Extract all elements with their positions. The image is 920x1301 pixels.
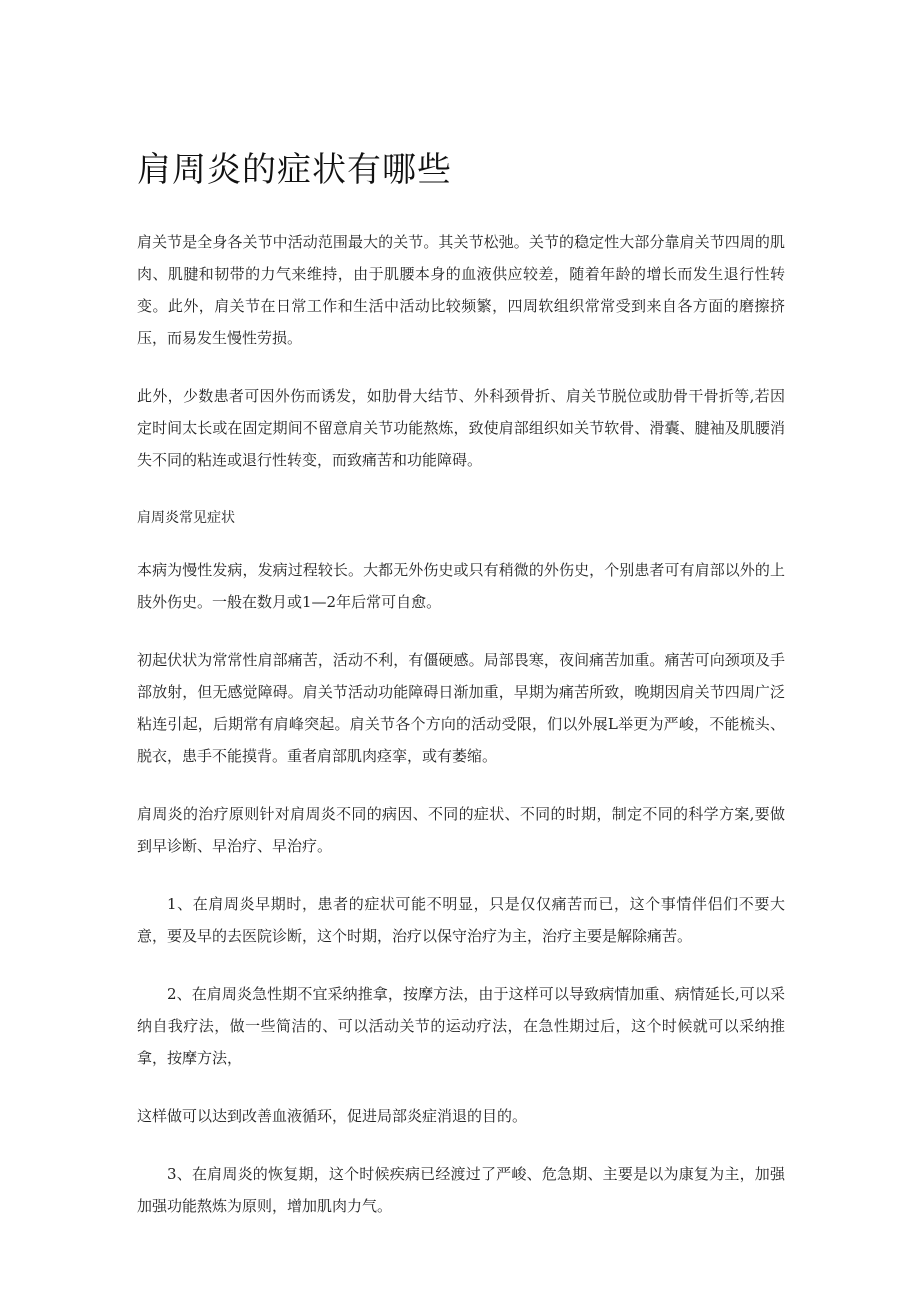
paragraph-acute-stage: 2、在肩周炎急性期不宜采纳推拿，按摩方法，由于这样可以导致病情加重、病情延长,可以采纳自我疗法，做一些简洁的、可以活动关节的运动疗法，在急性期过后，这个时候就可以采纳推拿，按摩方法， — [137, 985, 785, 1067]
paragraph-treatment-principle: 肩周炎的治疗原则针对肩周炎不同的病因、不同的症状、不同的时期，制定不同的科学方案,要做到早诊断、早治疗、早治疗。 — [137, 805, 785, 855]
document-page — [137, 0, 785, 1222]
document-title: 肩周炎的症状有哪些 — [137, 150, 452, 190]
paragraph-shoulder-joint: 肩关节是全身各关节中活动范围最大的关节。其关节松弛。关节的稳定性大部分靠肩关节四周的肌肉、肌腱和韧带的力气来维持，由于肌腰本身的血液供应较差，随着年龄的增长而发生退行性转变。此外，肩关节在日常工作和生活中活动比较频繁，四周软组织常常受到来自各方面的磨擦挤压，而易发生慢性劳损。 — [137, 233, 785, 347]
paragraph-chronic-onset: 本病为慢性发病，发病过程较长。大都无外伤史或只有稍微的外伤史，个别患者可有肩部以外的上肢外伤史。一般在数月或1—2年后常可自愈。 — [137, 561, 785, 611]
paragraph-trauma-cause: 此外，少数患者可因外伤而诱发，如肋骨大结节、外科颈骨折、肩关节脱位或肋骨干骨折等,若因定时间太长或在固定期间不留意肩关节功能熬炼，致使肩部组织如关节软骨、滑囊、腱袖及肌腰消失不同的粘连或退行性转变，而致痛苦和功能障碍。 — [137, 387, 785, 469]
paragraph-circulation: 这样做可以达到改善血液循环，促进局部炎症消退的目的。 — [137, 1107, 528, 1125]
section-heading-symptoms: 肩周炎常见症状 — [137, 510, 235, 526]
paragraph-initial-symptoms: 初起伏状为常常性肩部痛苦，活动不利，有僵硬感。局部畏寒，夜间痛苦加重。痛苦可向颈项及手部放射，但无感觉障碍。肩关节活动功能障碍日渐加重，早期为痛苦所致，晚期因肩关节四周广泛粘连引起，后期常有肩峰突起。肩关节各个方向的活动受限，们以外展L举更为严峻，不能梳头、脱衣，患手不能摸背。重者肩部肌肉痉挛，或有萎缩。 — [137, 651, 785, 765]
paragraph-early-stage: 1、在肩周炎早期时，患者的症状可能不明显，只是仅仅痛苦而已，这个事情伴侣们不要大意，要及早的去医院诊断，这个时期，治疗以保守治疗为主，治疗主要是解除痛苦。 — [137, 895, 785, 945]
paragraph-recovery-stage: 3、在肩周炎的恢复期，这个时候疾病已经渡过了严峻、危急期、主要是以为康复为主，加强加强功能熬炼为原则，增加肌肉力气。 — [137, 1165, 785, 1215]
